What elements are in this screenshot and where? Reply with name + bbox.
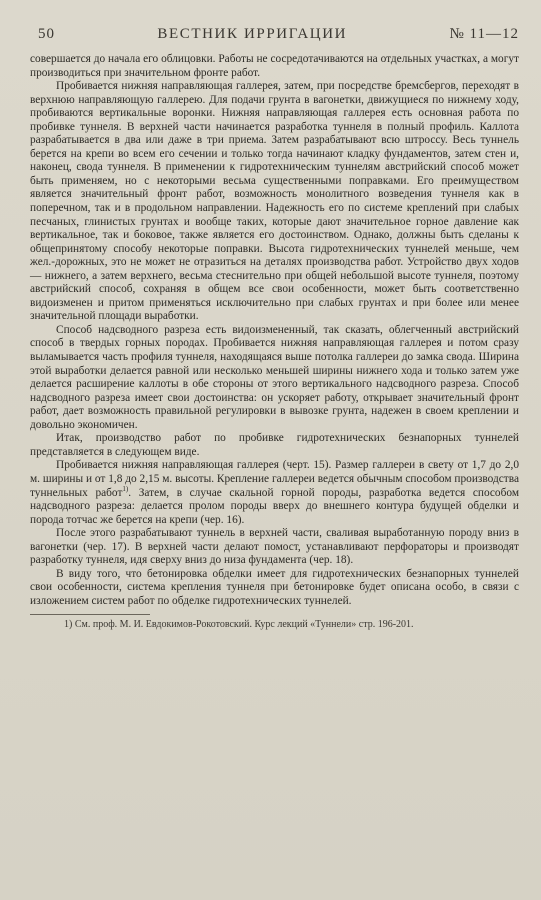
paragraph: Способ надсводного разреза есть видоизмененный, так сказать, облегченный австрийский способ в твердых горных породах. Пробивается нижняя направляющая галлерея и потом сразу выламывается часть профиля туннеля, находящаяся выше потолка галлереи до замка свода. Ширина этой выработки делается равной или несколько меньшей ширины нижнего хода и только затем уже делается расширение каллоты в обе стороны от этого вертикального надсводного разреза. Способ надсводного разреза имеет свои достоинства: он ускоряет работу, открывает значительный фронт работ, дает возможность правильной регулировки в вывозке грунта, надежен в своем креплении и довольно экономичен. bbox=[30, 323, 519, 431]
paragraph: Итак, производство работ по пробивке гидротехнических безнапорных туннелей представляется в следующем виде. bbox=[30, 432, 519, 458]
paragraph-text: Пробивается нижняя направляющая галлерея (черт. 15). Размер галлереи в свету от 1,7 до 2,0 м. ширины и от 1,8 до 2,15 м. высоты. Крепление галлереи ведется обычным способом производства туннельных работ bbox=[30, 459, 519, 499]
paragraph-text: Затем, в случае скальной горной породы, разработка ведется способом надсводного разреза: делается пролом породы вверх до внешнего контура будущей обделки и порода тотчас же берется на крепи (чер. 16). bbox=[30, 486, 520, 526]
paragraph: совершается до начала его облицовки. Работы не сосредотачиваются на отдельных участках, а могут производиться при значительном фронте работ. bbox=[30, 53, 519, 79]
footnote-divider bbox=[30, 614, 150, 615]
page-number: 50 bbox=[38, 26, 55, 42]
issue-number: № 11—12 bbox=[449, 26, 519, 42]
paragraph: В виду того, что бетонировка обделки имеет для гидротехнических безнапорных туннелей свои особенности, система крепления туннеля при бетонировке будет описана особо, в связи с изложением систем работ по обделке гидротехнических туннелей. bbox=[30, 567, 519, 607]
footnote-marker: 1) bbox=[64, 619, 73, 631]
running-header bbox=[30, 26, 519, 43]
journal-title: ВЕСТНИК ИРРИГАЦИИ bbox=[157, 26, 348, 42]
paragraph-with-footnote: Пробивается нижняя направляющая галлерея (черт. 15). Размер галлереи в свету от 1,7 до 2,0 м. ширины и от 1,8 до 2,15 м. высоты. Крепление галлереи ведется обычным способом производства туннельных работ$^{1)}$. Затем, в случае скальной горной породы, разработка ведется способом надсводного разреза: делается пролом породы вверх до внешнего контура будущей обделки и порода тотчас же берется на крепи (чер. 16). bbox=[30, 459, 520, 526]
paragraph: Пробивается нижняя направляющая галлерея, затем, при посредстве бремсбергов, переходят в верхнюю направляющую галлерею. Для подачи грунта в вагонетки, движущиеся по нижнему ходу, пробиваются вертикальные воронки. Нижняя направляющая галлерея есть основная работа по пробивке туннеля. В верхней части начинается разработка туннеля в полный профиль. Каллота разрабатывается в два или даже в три приема. Затем разрабатывают всю штроссу. Весь туннель берется на крепи во всем его сечении и только тогда начинают кладку фундаментов, затем стен и, наконец, свода туннеля. В применении к гидротехническим туннелям австрийский способ может быть применяем, но с некоторыми весьма существенными поправками. Его преимуществом является значительный фронт работ, возможность монолитного возведения туннеля как в поперечном, так и в продольном направлении. Надежность его по системе креплений при слабых песчаных, глинистых грунтах и вообще таких, которые дают значительное горное давление как вертикальное, так и боковое, также является его достоинством. Однако, должны быть сделаны к общепринятому способу некоторые поправки. Высота гидротехнических туннелей меньше, чем жел.-дорожных, это не может не отразиться на деталях производства работ. Устройство двух ходов — нижнего, а затем верхнего, весьма стеснительно при общей небольшой высоте туннеля, поэтому австрийский способ, сохраняя в общем все свои особенности, может быть соответственно видоизменен и притом применяться исключительно при слабых грунтах и при более или менее значительной площади выработки. bbox=[30, 80, 519, 323]
footnote-reference[interactable]: 1) bbox=[122, 484, 129, 493]
footnote-text: См. проф. М. И. Евдокимов-Рокотовский. Курс лекций «Туннели» стр. 196-201. bbox=[74, 619, 414, 631]
footnote bbox=[30, 619, 519, 631]
paragraph: После этого разрабатывают туннель в верхней части, сваливая выработанную породу вниз в вагонетки (чер. 17). В верхней части делают помост, устанавливают перфораторы и производят разработку туннеля, идя сверху вниз до низа фундамента (чер. 18). bbox=[30, 527, 519, 567]
article-body bbox=[30, 53, 519, 608]
